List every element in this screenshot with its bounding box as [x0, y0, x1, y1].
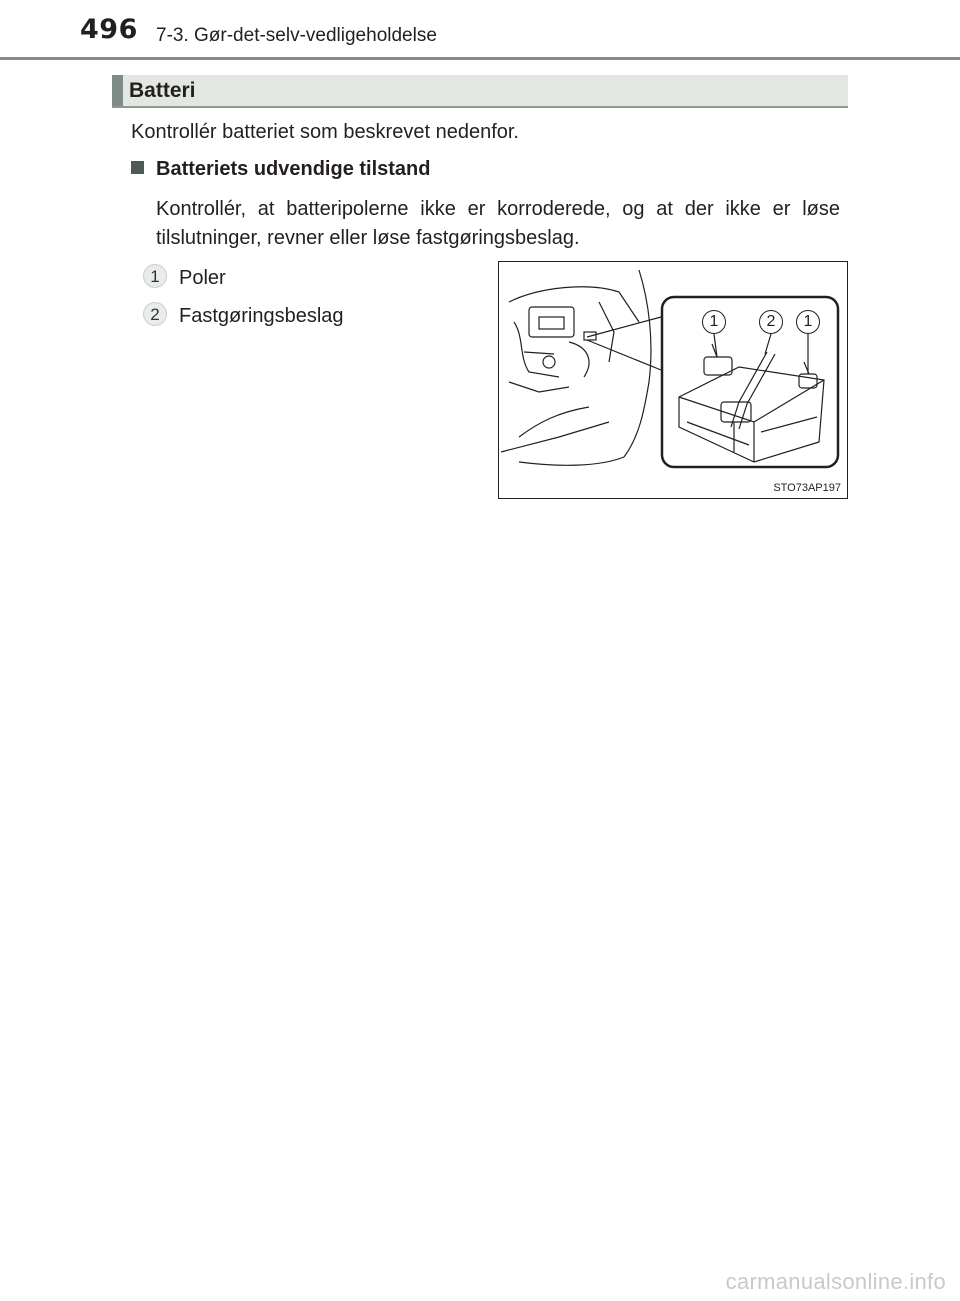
- section-heading-bar: [112, 75, 848, 108]
- legend-label: Fastgøringsbeslag: [179, 305, 344, 327]
- figure-code: STO73AP197: [773, 482, 841, 494]
- intro-text: Kontrollér batteriet som beskrevet nedenfor.: [131, 121, 519, 143]
- subheading-text: Batteriets udvendige tilstand: [156, 158, 431, 180]
- page-number: 496: [80, 14, 138, 45]
- legend-number-badge: 1: [143, 264, 167, 288]
- legend-label: Poler: [179, 267, 226, 289]
- figure-callout-1: 1: [702, 310, 726, 334]
- header-rule: [0, 57, 960, 60]
- legend-item-brackets: [143, 302, 344, 328]
- footer-watermark: carmanualsonline.info: [725, 1269, 946, 1294]
- body-paragraph: Kontrollér, at batteripolerne ikke er korroderede, og at der ikke er løse tilslutninger, revner eller løse fastgøringsbeslag.: [156, 198, 840, 249]
- section-title: Batteri: [129, 79, 196, 102]
- chapter-title: 7-3. Gør-det-selv-vedligeholdelse: [156, 25, 437, 46]
- figure-callout-1: 1: [796, 310, 820, 334]
- legend-number-badge: 2: [143, 302, 167, 326]
- battery-illustration: [498, 261, 848, 499]
- subheading: [131, 158, 431, 181]
- engine-bay-drawing: [499, 262, 848, 499]
- figure-callout-2: 2: [759, 310, 783, 334]
- section-accent: [112, 75, 123, 106]
- legend-item-poles: [143, 264, 226, 290]
- bullet-square-icon: [131, 161, 144, 174]
